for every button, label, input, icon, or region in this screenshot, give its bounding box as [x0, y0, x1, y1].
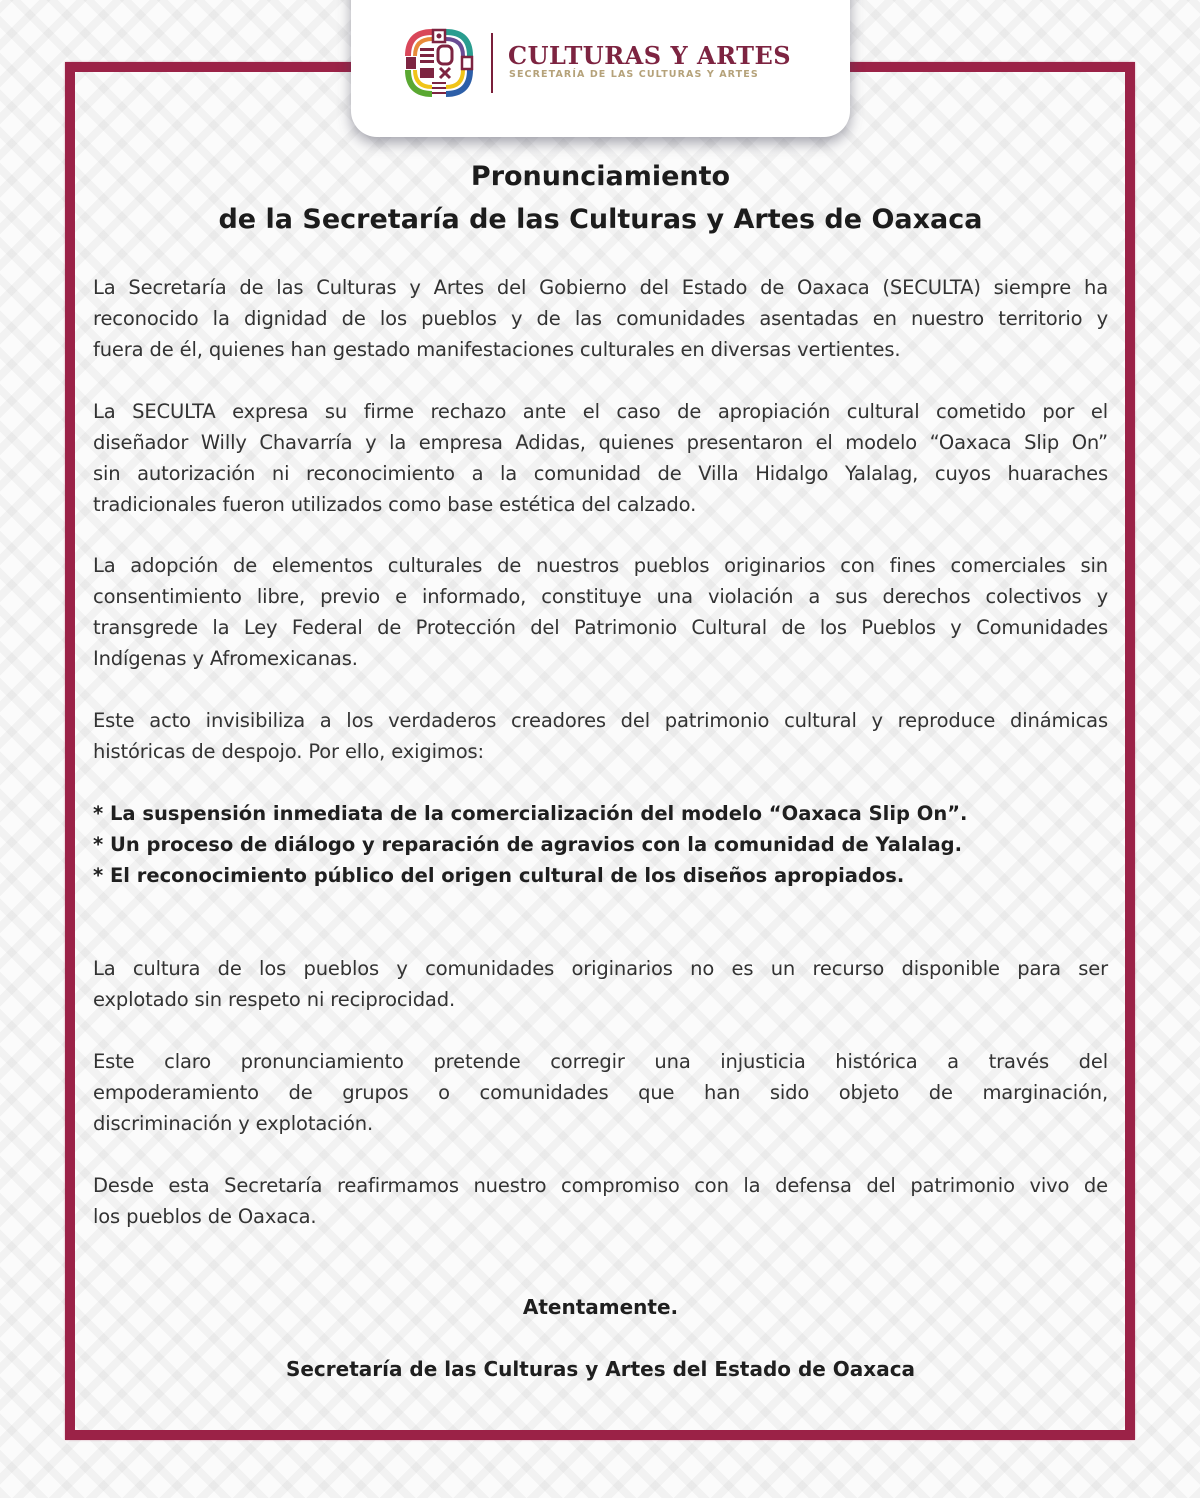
paragraph-line: La adopción de elementos culturales de nuestros pueblos originarios con fines comerciales sin [93, 554, 1108, 577]
paragraph-line: Este claro pronunciamiento pretende corregir una injusticia histórica a través del [93, 1050, 1108, 1073]
logo-divider [491, 33, 493, 93]
demand-item: * El reconocimiento público del origen cultural de los diseños apropiados. [93, 864, 905, 887]
paragraph-line: Este acto invisibiliza a los verdaderos creadores del patrimonio cultural y reproduce dinámicas [93, 709, 1108, 732]
signature: Secretaría de las Culturas y Artes del Estado de Oaxaca [285, 1357, 916, 1381]
paragraph-rejection [93, 396, 1108, 520]
paragraph-line: La cultura de los pueblos y comunidades originarios no es un recurso disponible para ser [93, 957, 1108, 980]
paragraph-demands-intro [93, 705, 1108, 767]
paragraph-line: sin autorización ni reconocimiento a la comunidad de Villa Hidalgo Yalalag, cuyos huaraches [93, 462, 1108, 485]
paragraph-line: empoderamiento de grupos o comunidades que han sido objeto de marginación, [93, 1081, 1108, 1104]
paragraph-line: La Secretaría de las Culturas y Artes del Gobierno del Estado de Oaxaca (SECULTA) siempre ha [93, 276, 1108, 299]
sign-off: Atentamente. [522, 1295, 679, 1319]
paragraph-injustice [93, 1046, 1108, 1139]
demands-list [93, 798, 1108, 891]
document-title: Pronunciamiento [470, 161, 731, 192]
paragraph-legal [93, 550, 1108, 674]
demand-item: * Un proceso de diálogo y reparación de agravios con la comunidad de Yalalag. [93, 833, 962, 856]
paragraph-commitment [93, 1170, 1108, 1232]
demand-item: * La suspensión inmediata de la comercialización del modelo “Oaxaca Slip On”. [93, 802, 968, 825]
paragraph-line: Indígenas y Afromexicanas. [93, 647, 358, 670]
document-subtitle: de la Secretaría de las Culturas y Artes de Oaxaca [218, 204, 983, 235]
paragraph-culture-resource [93, 953, 1108, 1015]
paragraph-line: explotado sin respeto ni reciprocidad. [93, 988, 455, 1011]
paragraph-line: diseñador Willy Chavarría y la empresa Adidas, quienes presentaron el modelo “Oaxaca Slip On” [93, 431, 1108, 454]
paragraph-intro [93, 272, 1108, 365]
paragraph-line: fuera de él, quienes han gestado manifestaciones culturales en diversas vertientes. [93, 338, 901, 361]
paragraph-line: reconocido la dignidad de los pueblos y de las comunidades asentadas en nuestro territorio y [93, 307, 1108, 330]
paragraph-line: Desde esta Secretaría reafirmamos nuestro compromiso con la defensa del patrimonio vivo de [93, 1174, 1108, 1197]
paragraph-line: transgrede la Ley Federal de Protección del Patrimonio Cultural de los Pueblos y Comunidades [93, 616, 1108, 639]
logo-subtitle: SECRETARÍA DE LAS CULTURAS Y ARTES [509, 69, 759, 80]
paragraph-line: consentimiento libre, previo e informado, constituye una violación a sus derechos colectivos y [93, 585, 1108, 608]
paragraph-line: tradicionales fueron utilizados como base estética del calzado. [93, 493, 697, 516]
paragraph-line: los pueblos de Oaxaca. [93, 1205, 317, 1228]
oaxaca-culture-emblem-icon [402, 26, 476, 100]
paragraph-line: discriminación y explotación. [93, 1112, 373, 1135]
paragraph-line: La SECULTA expresa su firme rechazo ante el caso de apropiación cultural cometido por el [93, 400, 1108, 423]
paragraph-line: históricas de despojo. Por ello, exigimos: [93, 740, 484, 763]
logo-title: CULTURAS Y ARTES [508, 41, 792, 70]
